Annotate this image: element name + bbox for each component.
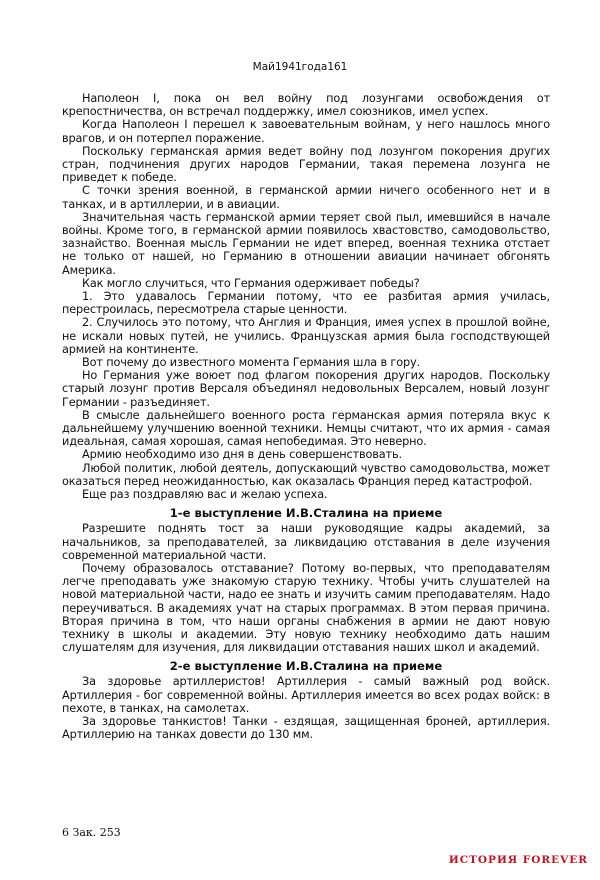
paragraph: Разрешите поднять тост за наши руководящие кадры академий, за начальников, за преподавателей, за ликвидацию отставания в деле изучения современной материальной части. (62, 522, 550, 562)
paragraph: За здоровье артиллеристов! Артиллерия - самый важный род войск. Артиллерия - бог современной войны. Артиллерия имеется во всех родах войск: в пехоте, в танках, на самолетах. (62, 675, 550, 715)
section-heading-first-speech: 1-е выступление И.В.Сталина на приеме (169, 506, 443, 521)
paragraph: Еще раз поздравляю вас и желаю успеха. (82, 488, 328, 502)
paragraph: Наполеон I, пока он вел войну под лозунгами освобождения от крепостничества, он встречал поддержку, имел союзников, имел успех. (62, 92, 550, 119)
paragraph: Значительная часть германской армии теряет свой пыл, имевшийся в начале войны. Кроме того, в германской армии появилось хвастовство, самодовольство, зазнайство. Военная мысль Германии не идет вперед, военная техника отстает не только от нашей, но Германию в отношении авиации начинает обгонять Америка. (62, 210, 550, 277)
paragraph: Когда Наполеон I перешел к завоевательным войнам, у него нашлось много врагов, и он потерпел поражение. (62, 118, 550, 145)
paragraph: В смысле дальнейшего военного роста германская армия потеряла вкус к дальнейшему улучшению военной техники. Немцы считают, что их армия - самая идеальная, самая хорошая, самая непобедимая. Это неверно. (62, 408, 550, 449)
section-heading-second-speech: 2-е выступление И.В.Сталина на приеме (169, 659, 443, 674)
paragraph: 1. Это удавалось Германии потому, что ее разбитая армия училась, перестроилась, пересмотрела старые ценности. (62, 290, 550, 317)
paragraph: 2. Случилось это потому, что Англия и Франция, имея успех в прошлой войне, не искали новых путей, не учились. Французская армия была господствующей армией на континенте. (62, 316, 550, 356)
body-text (62, 92, 550, 741)
paragraph: Поскольку германская армия ведет войну под лозунгом покорения других стран, подчинения других народов Германии, такая перемена лозунга не приведет к победе. (62, 144, 550, 185)
paragraph: Армию необходимо изо дня в день совершенствовать. (82, 448, 402, 462)
paragraph: С точки зрения военной, в германской армии ничего особенного нет и в танках, и в артиллерии, и в авиации. (62, 184, 550, 211)
paragraph: Как могло случиться, что Германия одерживает победы? (82, 276, 420, 290)
paragraph: Вот почему до известного момента Германия шла в гору. (82, 356, 420, 370)
print-signature: 6 Зак. 253 (62, 826, 121, 839)
paragraph: Любой политик, любой деятель, допускающий чувство самодовольства, может оказаться перед неожиданностью, как оказалась Франция перед катастрофой. (62, 461, 550, 488)
watermark-logo: ИСТОРИЯ FOREVER (448, 854, 588, 866)
running-head: Май1941года161 (252, 61, 348, 73)
paragraph: Но Германия уже воюет под флагом покорения других народов. Поскольку старый лозунг против Версаля объединял недовольных Версалем, новый лозунг Германии - разъединяет. (62, 369, 550, 409)
paragraph: Почему образовалось отставание? Потому во-первых, что преподавателям легче преподавать уже знакомую старую технику. Чтобы учить слушателей на новой материальной части, надо ее знать и изучить самим преподавателям. Надо переучиваться. В академиях учат на старых программах. В этом первая причина. Вторая причина в том, что наши органы снабжения в армии не дают новую технику в школы и академии. Эту новую технику необходимо дать нашим слушателям для изучения, для ликвидации отставания наших школ и академий. (62, 561, 550, 655)
paragraph: За здоровье танкистов! Танки - ездящая, защищенная броней, артиллерия. Артиллерию на танках довести до 130 мм. (62, 714, 550, 742)
